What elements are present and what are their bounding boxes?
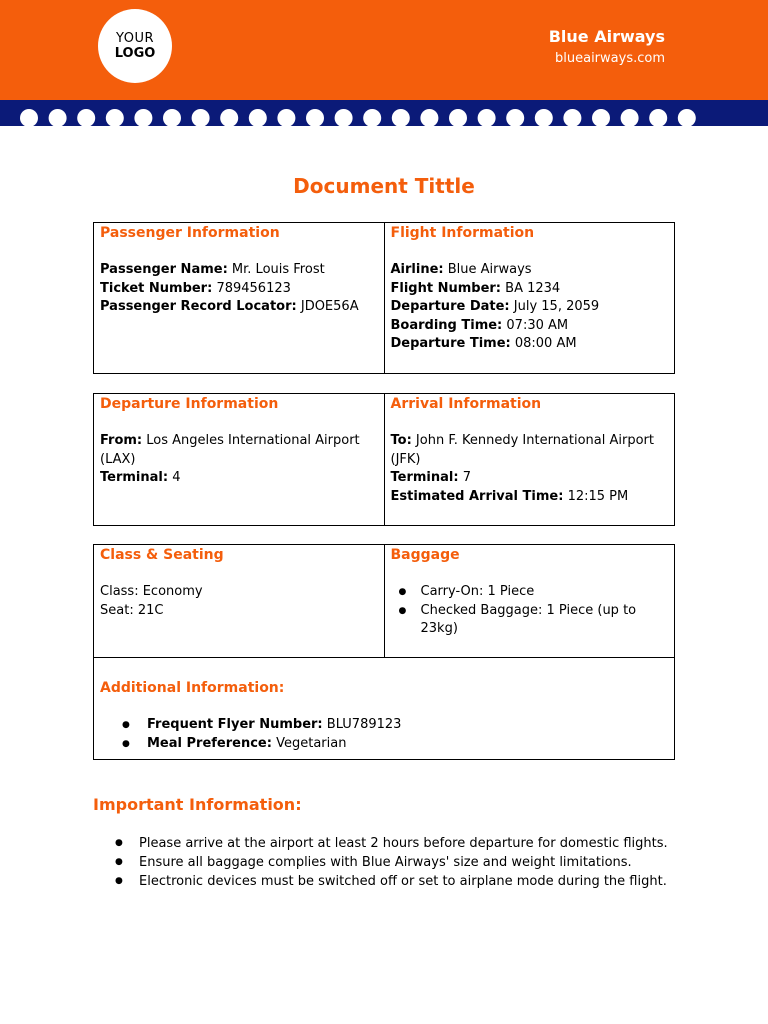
arrival-info-heading: Arrival Information [390, 396, 542, 412]
flight-number-value: BA 1234 [505, 280, 561, 296]
band-dot [49, 109, 67, 126]
arrival-time-value: 12:15 PM [567, 488, 629, 504]
band-dot [420, 109, 438, 126]
band-dot [192, 109, 210, 126]
flight-info-heading: Flight Information [390, 225, 535, 241]
record-locator-row [100, 298, 378, 317]
band-dot [678, 109, 696, 126]
dotted-band [0, 100, 768, 126]
additional-info-heading: Additional Information: [100, 680, 285, 696]
company-website: blueairways.com [555, 51, 665, 66]
arrival-time-row [391, 488, 669, 507]
airline-row [391, 261, 669, 280]
field-label: Ticket Number: [100, 280, 213, 296]
class-seating-heading: Class & Seating [100, 547, 224, 563]
field-label: Passenger Name: [100, 262, 228, 277]
passenger-name-value: Mr. Louis Frost [231, 262, 325, 277]
departure-terminal-value: 4 [172, 470, 181, 485]
field-label: Departure Date: [390, 299, 510, 314]
passenger-info-cell [94, 223, 385, 374]
band-dot [478, 109, 496, 126]
band-dot [392, 109, 410, 126]
field-label: Departure Time: [390, 336, 511, 351]
departure-info-heading: Departure Information [100, 396, 279, 412]
field-label: Meal Preference: [147, 735, 272, 751]
band-dot [163, 109, 181, 126]
passenger-flight-box [93, 222, 675, 374]
band-dot [506, 109, 524, 126]
departure-time-row [391, 335, 669, 354]
additional-info-list [100, 716, 668, 753]
company-name: Blue Airways [548, 27, 665, 46]
field-label: Frequent Flyer Number: [147, 717, 323, 732]
field-label: Estimated Arrival Time: [390, 488, 564, 504]
record-locator-value: JDOE56A [300, 299, 359, 314]
frequent-flyer-item [147, 716, 668, 735]
important-info-list [93, 834, 759, 891]
from-row [100, 432, 378, 469]
band-dot [649, 109, 667, 126]
band-dot [363, 109, 381, 126]
company-logo [98, 9, 172, 83]
meal-preference-value: Vegetarian [276, 735, 347, 751]
field-label: Boarding Time: [390, 317, 503, 333]
logo-line-2: LOGO [114, 46, 156, 61]
frequent-flyer-value: BLU789123 [326, 717, 402, 732]
band-dot [106, 109, 124, 126]
band-dot [249, 109, 267, 126]
arrival-info-cell [384, 394, 675, 526]
important-info-heading: Important Information: [93, 795, 302, 814]
field-label: Terminal: [390, 470, 459, 485]
important-item-arrival: ● Please arrive at the airport at least 2 hours before departure for domestic flights. [139, 834, 759, 853]
flight-info-cell [384, 223, 675, 374]
ticket-number-value: 789456123 [216, 280, 291, 296]
arrival-terminal-value: 7 [462, 470, 471, 485]
passenger-name-row [100, 261, 378, 280]
header-banner [0, 0, 768, 100]
arrival-terminal-row [391, 469, 669, 488]
class-baggage-box [93, 544, 675, 760]
logo-line-1: YOUR [115, 31, 154, 46]
dots-pattern [0, 100, 768, 126]
ticket-number-row [100, 280, 378, 299]
band-dot [335, 109, 353, 126]
field-label: To: [390, 433, 412, 448]
departure-info-cell [94, 394, 385, 526]
additional-info-cell [94, 658, 675, 760]
baggage-heading: Baggage [390, 547, 460, 563]
important-item-devices: ● Electronic devices must be switched off or set to airplane mode during the flight. [139, 872, 759, 891]
boarding-time-row [391, 317, 669, 336]
baggage-item-checked: ● Checked Baggage: 1 Piece (up to 23kg) [421, 602, 669, 639]
band-dot [20, 109, 38, 126]
departure-date-row [391, 298, 669, 317]
important-item-baggage: ● Ensure all baggage complies with Blue Airways' size and weight limitations. [139, 853, 759, 872]
baggage-item-carry-on: ● Carry-On: 1 Piece [421, 583, 669, 602]
baggage-cell [384, 545, 675, 658]
baggage-list [391, 583, 669, 639]
seat-row: Seat: 21C [100, 602, 164, 618]
departure-date-value: July 15, 2059 [513, 299, 600, 314]
airline-value: Blue Airways [447, 262, 532, 277]
band-dot [77, 109, 95, 126]
to-row [391, 432, 669, 469]
band-dot [134, 109, 152, 126]
band-dot [449, 109, 467, 126]
departure-time-value: 08:00 AM [514, 336, 577, 351]
field-label: Airline: [390, 262, 444, 277]
to-value: John F. Kennedy International Airport (JFK) [390, 433, 655, 467]
field-label: Flight Number: [390, 280, 502, 296]
document-title: Document Tittle [293, 174, 475, 198]
class-seating-cell [94, 545, 385, 658]
field-label: Passenger Record Locator: [100, 299, 297, 314]
band-dot [535, 109, 553, 126]
band-dot [563, 109, 581, 126]
from-value: Los Angeles International Airport (LAX) [100, 433, 360, 467]
class-row: Class: Economy [100, 584, 203, 599]
boarding-time-value: 07:30 AM [506, 317, 569, 333]
band-dot [592, 109, 610, 126]
field-label: From: [100, 433, 143, 448]
band-dot [220, 109, 238, 126]
band-dot [621, 109, 639, 126]
band-dot [277, 109, 295, 126]
meal-preference-item [147, 735, 668, 754]
departure-terminal-row [100, 469, 378, 488]
field-label: Terminal: [100, 470, 169, 485]
flight-number-row [391, 280, 669, 299]
band-dot [306, 109, 324, 126]
departure-arrival-box [93, 393, 675, 526]
passenger-info-heading: Passenger Information [100, 225, 280, 241]
company-info [549, 27, 665, 69]
